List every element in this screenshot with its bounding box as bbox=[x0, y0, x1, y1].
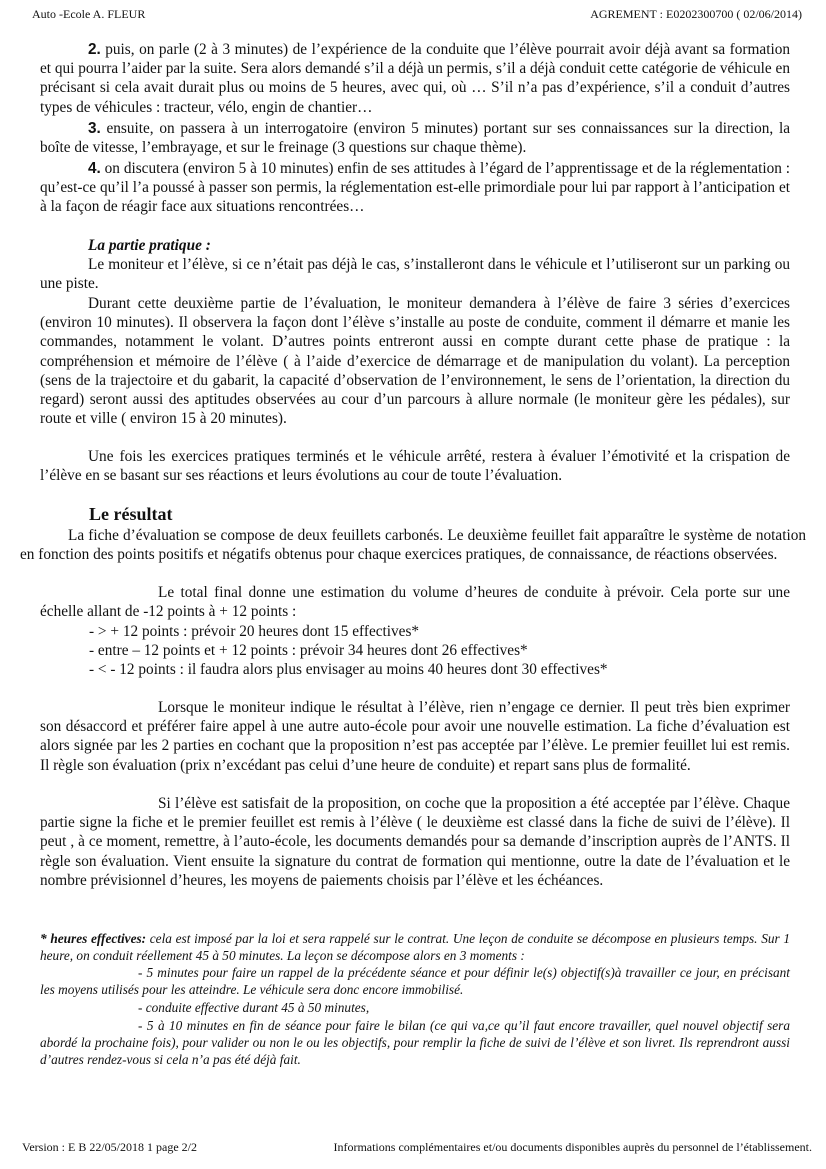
result-paragraph-1: La fiche d’évaluation se compose de deux feuillets carbonés. Le deuxième feuillet fait apparaître le système de notation en fonction des points positifs et négatifs obtenus pour chaque exercices pratiques, de connaissance, de réactions observées. bbox=[20, 527, 806, 564]
note-item-3: - 5 à 10 minutes en fin de séance pour faire le bilan (ce qui va,ce qu’il faut encore travailler, quel nouvel objectif sera abordé la prochaine fois), pour valider ou non le ou les objectifs, pour remplir la fiche de suivi de l’élève et son livret. Ils reprendront aussi d’autres rendez-vous si cela n’a pas été déjà fait. bbox=[40, 1018, 790, 1068]
theory-step-3 bbox=[40, 119, 790, 157]
header-school-name: Auto -Ecole A. FLEUR bbox=[32, 7, 146, 21]
note-item-1: - 5 minutes pour faire un rappel de la précédente séance et pour définir le(s) objectif(s)à travailler ce jour, en précisant les moyens utilisés pour les atteindre. Le véhicule sera donc encore immobilisé. bbox=[40, 965, 790, 998]
footer-version: Version : E B 22/05/2018 1 page 2/2 bbox=[22, 1140, 197, 1154]
note-item-2: - conduite effective durant 45 à 50 minutes, bbox=[138, 1000, 370, 1015]
result-bullet-3: - < - 12 points : il faudra alors plus envisager au moins 40 heures dont 30 effectives* bbox=[89, 661, 608, 678]
footer-info: Informations complémentaires et/ou documents disponibles auprès du personnel de l’établissement. bbox=[333, 1140, 812, 1154]
result-bullet-2: - entre – 12 points et + 12 points : prévoir 34 heures dont 26 effectives* bbox=[89, 642, 528, 659]
practice-paragraph-2: Durant cette deuxième partie de l’évaluation, le moniteur demandera à l’élève de faire 3 séries d’exercices (environ 10 minutes). Il observera la façon dont l’élève s’installe au poste de conduite, comment il démarre et manie les commandes, notamment le volant. D’autres points entreront aussi en compte durant cette phase de pratique : la compréhension et mémoire de l’élève ( à l’aide d’exercice de démarrage et de manipulation du volant). La perception (sens de la trajectoire et du gabarit, la capacité d’observation de l’environnement, le sens de l’orientation, la direction du regard) seront aussi des aptitudes observées au cour d’un parcours à allure normale (le moniteur gère les pédales), sur route et ville ( environ 15 à 20 minutes). bbox=[40, 295, 790, 428]
note-label: * heures effectives: bbox=[40, 931, 147, 946]
step-text: ensuite, on passera à un interrogatoire (environ 5 minutes) portant sur ses connaissances sur la direction, la boîte de vitesse, l’embrayage, et sur le freinage (3 questions sur chaque thème). bbox=[40, 120, 790, 157]
theory-step-2 bbox=[40, 40, 790, 117]
step-number: 2. bbox=[88, 41, 101, 58]
practice-paragraph-1: Le moniteur et l’élève, si ce n’était pas déjà le cas, s’installeront dans le véhicule et l’utiliseront sur un parking ou une piste. bbox=[40, 256, 790, 293]
note-effective-hours bbox=[40, 930, 790, 964]
step-number: 3. bbox=[88, 120, 101, 137]
practice-title: La partie pratique : bbox=[88, 237, 211, 254]
step-text: on discutera (environ 5 à 10 minutes) enfin de ses attitudes à l’égard de l’apprentissage et de la réglementation : qu’est-ce qu’il l’a poussé à passer son permis, la réglementation est-elle primordiale pour lui par rapport à l’anticipation et à la façon de réagir face aux situations rencontrées… bbox=[40, 160, 790, 216]
practice-paragraph-3: Une fois les exercices pratiques terminés et le véhicule arrêté, restera à évaluer l’émotivité et la crispation de l’élève en se basant sur ses réactions et leurs évolutions au cour de toute l’évaluation. bbox=[40, 448, 790, 485]
note-intro: cela est imposé par la loi et sera rappelé sur le contrat. Une leçon de conduite se décompose en plusieurs temps. Sur 1 heure, on conduit réellement 45 à 50 minutes. La leçon se décompose alors en 3 moments : bbox=[40, 931, 790, 964]
header-agreement: AGREMENT : E0202300700 ( 02/06/2014) bbox=[590, 7, 802, 21]
result-paragraph-4: Si l’élève est satisfait de la proposition, on coche que la proposition a été acceptée par l’élève. Chaque partie signe la fiche et le premier feuillet est remis à l’élève ( le deuxième est classé dans la fiche de suivi de l’élève). Il peut , à ce moment, remettre, à l’auto-école, les documents demandés pour sa demande d’inscription auprès de l’ANTS. Il règle son évaluation. Vient ensuite la signature du contrat de formation qui mentionne, outre la date de l’évaluation et le nombre prévisionnel d’heures, les moyens de paiements choisis par l’élève et les échéances. bbox=[40, 795, 790, 889]
step-number: 4. bbox=[88, 160, 101, 177]
theory-step-4 bbox=[40, 159, 790, 217]
result-title: Le résultat bbox=[89, 504, 173, 524]
result-paragraph-2: Le total final donne une estimation du volume d’heures de conduite à prévoir. Cela porte sur une échelle allant de -12 points à + 12 points : bbox=[40, 584, 790, 621]
result-bullet-1: - > + 12 points : prévoir 20 heures dont 15 effectives* bbox=[89, 623, 420, 640]
step-text: puis, on parle (2 à 3 minutes) de l’expérience de la conduite que l’élève pourrait avoir déjà avant sa formation et qui pourra l’aider par la suite. Sera alors demandé s’il a déjà un permis, s’il a déjà conduit cette catégorie de véhicule en précisant si cela avait durait plus ou moins de 5 heures, avec qui, où … S’il n’a pas d’expérience, s’il a conduit d’autres types de véhicules : tracteur, vélo, engin de chantier… bbox=[40, 41, 790, 116]
result-paragraph-3: Lorsque le moniteur indique le résultat à l’élève, rien n’engage ce dernier. Il peut très bien exprimer son désaccord et préférer faire appel à une autre auto-école pour avoir une nouvelle estimation. La fiche d’évaluation est alors signée par les 2 parties en cochant que la proposition n’est pas acceptée par l’élève. Le premier feuillet lui est remis. Il règle son évaluation (prix n’excédant pas celui d’une heure de conduite) et repart sans plus de formalité. bbox=[40, 699, 790, 774]
